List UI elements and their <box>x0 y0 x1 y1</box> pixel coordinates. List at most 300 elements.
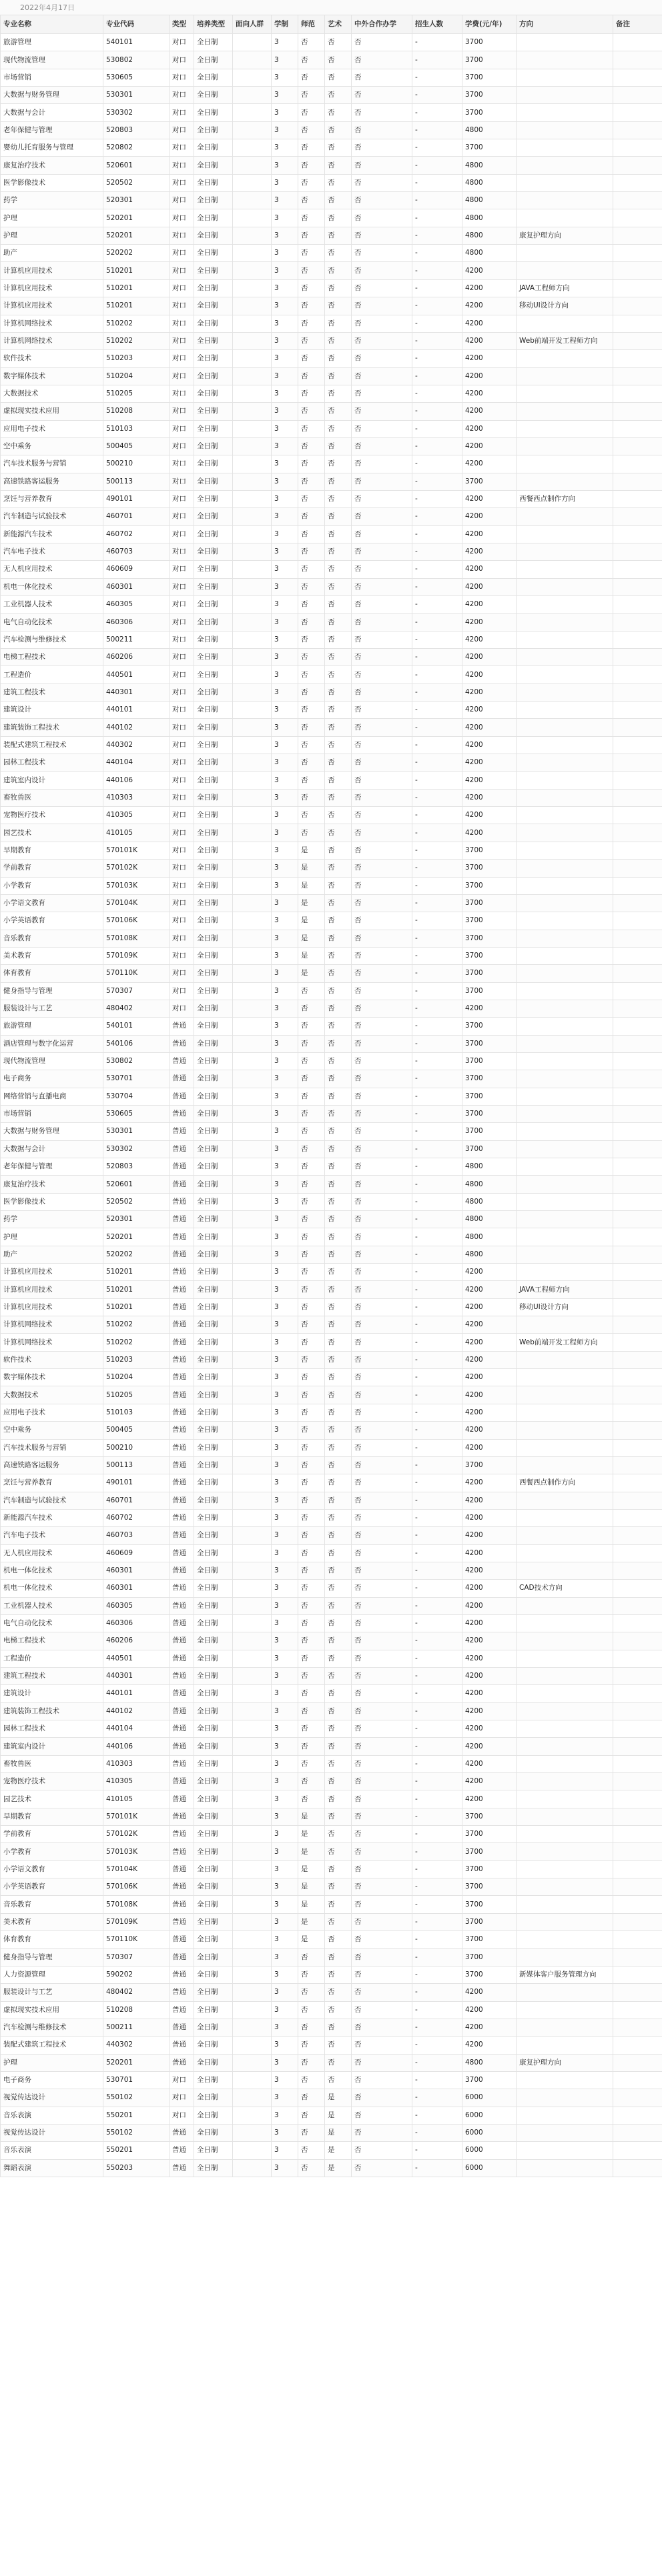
table-cell: 500113 <box>103 473 170 490</box>
table-row <box>1 1702 662 1720</box>
table-cell <box>613 2019 662 2036</box>
table-cell: 510204 <box>103 1369 170 1386</box>
table-cell: 否 <box>352 1773 412 1790</box>
table-row <box>1 1439 662 1456</box>
table-cell: 全日制 <box>194 1773 233 1790</box>
table-cell: 新能源汽车技术 <box>1 525 103 543</box>
table-cell: 对口 <box>170 824 194 842</box>
table-row <box>1 1105 662 1122</box>
table-cell <box>233 807 272 824</box>
table-cell: 4200 <box>462 1404 517 1421</box>
table-cell: 否 <box>298 1614 325 1632</box>
table-cell: 否 <box>352 649 412 666</box>
table-cell: 工业机器人技术 <box>1 1597 103 1614</box>
table-cell: 全日制 <box>194 1755 233 1772</box>
table-cell: 3 <box>272 1984 298 2001</box>
table-cell: 3700 <box>462 51 517 69</box>
table-cell: 全日制 <box>194 1509 233 1526</box>
table-cell: 否 <box>325 473 352 490</box>
table-cell <box>613 860 662 877</box>
table-cell <box>517 1667 613 1684</box>
table-cell: 4200 <box>462 772 517 789</box>
table-cell: 普通 <box>170 1562 194 1579</box>
table-cell <box>517 1492 613 1509</box>
table-cell: 全日制 <box>194 719 233 736</box>
table-cell: 是 <box>298 1878 325 1896</box>
table-cell: 否 <box>325 490 352 507</box>
table-cell: 3 <box>272 490 298 507</box>
table-cell: 全日制 <box>194 1860 233 1878</box>
table-cell: 否 <box>298 1334 325 1351</box>
table-cell: - <box>412 350 462 367</box>
table-cell <box>613 1755 662 1772</box>
table-cell <box>233 2054 272 2071</box>
table-cell: 普通 <box>170 1650 194 1667</box>
table-cell: 440104 <box>103 1720 170 1738</box>
table-cell: 否 <box>298 1298 325 1316</box>
table-row <box>1 1544 662 1562</box>
table-cell: 4200 <box>462 666 517 684</box>
table-cell: 3 <box>272 649 298 666</box>
table-row <box>1 69 662 86</box>
table-cell: 全日制 <box>194 1176 233 1193</box>
table-cell: 否 <box>352 367 412 385</box>
table-cell: 普通 <box>170 1105 194 1122</box>
table-cell <box>517 69 613 86</box>
table-cell: 3 <box>272 772 298 789</box>
table-cell: 否 <box>298 2054 325 2071</box>
table-cell <box>233 157 272 174</box>
table-cell: - <box>412 2037 462 2054</box>
table-cell: 否 <box>352 1422 412 1439</box>
table-cell <box>613 824 662 842</box>
table-row <box>1 702 662 719</box>
table-cell: 否 <box>325 982 352 1000</box>
table-cell: - <box>412 1264 462 1281</box>
table-cell <box>233 649 272 666</box>
table-cell: 520301 <box>103 192 170 209</box>
table-cell: 510103 <box>103 420 170 437</box>
table-cell: 510201 <box>103 1281 170 1298</box>
table-cell: 否 <box>298 1702 325 1720</box>
table-cell: 医学影像技术 <box>1 174 103 191</box>
table-cell <box>517 139 613 157</box>
table-cell <box>233 719 272 736</box>
table-cell: 西餐西点制作方向 <box>517 490 613 507</box>
table-cell: 否 <box>325 139 352 157</box>
table-cell: 520803 <box>103 121 170 139</box>
table-row <box>1 227 662 244</box>
table-cell: - <box>412 1386 462 1404</box>
table-cell <box>613 1931 662 1949</box>
table-cell <box>613 1334 662 1351</box>
table-cell: 对口 <box>170 894 194 912</box>
table-cell: 3 <box>272 2019 298 2036</box>
table-cell: 普通 <box>170 1966 194 1983</box>
table-cell: 否 <box>352 2071 412 2089</box>
table-cell <box>233 1614 272 1632</box>
table-cell: 否 <box>325 332 352 349</box>
table-cell: 视觉传达设计 <box>1 2124 103 2141</box>
table-cell <box>517 157 613 174</box>
table-cell <box>517 192 613 209</box>
table-cell: 否 <box>298 209 325 227</box>
table-cell: - <box>412 860 462 877</box>
table-cell: 全日制 <box>194 1580 233 1597</box>
table-cell <box>517 1931 613 1949</box>
table-cell: 普通 <box>170 1351 194 1368</box>
table-cell: 3 <box>272 1650 298 1667</box>
table-cell: - <box>412 104 462 121</box>
table-cell <box>613 666 662 684</box>
table-cell <box>233 1544 272 1562</box>
table-cell: 全日制 <box>194 1614 233 1632</box>
table-row <box>1 121 662 139</box>
table-cell: 3 <box>272 279 298 297</box>
table-cell: 康复护理方向 <box>517 2054 613 2071</box>
table-cell <box>517 649 613 666</box>
table-cell: 否 <box>352 1527 412 1544</box>
table-cell: 3 <box>272 420 298 437</box>
table-cell: 否 <box>325 385 352 402</box>
table-cell: 普通 <box>170 1773 194 1790</box>
table-cell: - <box>412 1966 462 1983</box>
table-cell: 全日制 <box>194 877 233 894</box>
table-row <box>1 1018 662 1035</box>
table-row <box>1 1790 662 1808</box>
table-cell: 否 <box>325 2071 352 2089</box>
table-cell: 学前教育 <box>1 1826 103 1843</box>
table-cell: 空中乘务 <box>1 1422 103 1439</box>
table-cell: - <box>412 1527 462 1544</box>
table-cell <box>233 1509 272 1526</box>
table-cell: 否 <box>325 87 352 104</box>
table-cell: 3 <box>272 947 298 964</box>
table-cell: 否 <box>352 1211 412 1228</box>
table-cell: 3 <box>272 1527 298 1544</box>
table-cell: 3700 <box>462 1035 517 1052</box>
table-cell <box>233 842 272 859</box>
table-cell <box>233 894 272 912</box>
table-row <box>1 1527 662 1544</box>
table-cell <box>233 1176 272 1193</box>
table-cell: 普通 <box>170 1913 194 1930</box>
table-cell <box>233 736 272 754</box>
table-cell: 3 <box>272 1562 298 1579</box>
table-cell: - <box>412 1422 462 1439</box>
table-cell <box>233 1298 272 1316</box>
table-cell <box>233 69 272 86</box>
table-cell: 否 <box>352 1369 412 1386</box>
table-cell <box>517 965 613 982</box>
table-cell: 3 <box>272 1018 298 1035</box>
table-cell: 440302 <box>103 736 170 754</box>
table-cell: 对口 <box>170 1000 194 1017</box>
table-cell: 3 <box>272 1088 298 1105</box>
table-cell: 3 <box>272 139 298 157</box>
table-cell: 否 <box>298 473 325 490</box>
table-cell: 4200 <box>462 1386 517 1404</box>
table-cell: 移动UI设计方向 <box>517 297 613 315</box>
table-cell: - <box>412 1456 462 1474</box>
table-cell: - <box>412 209 462 227</box>
table-cell: 普通 <box>170 1738 194 1755</box>
table-cell: - <box>412 332 462 349</box>
table-cell: 440104 <box>103 754 170 772</box>
table-cell: 520502 <box>103 1193 170 1210</box>
table-cell: 普通 <box>170 1369 194 1386</box>
table-cell: - <box>412 1158 462 1176</box>
table-cell <box>233 1228 272 1246</box>
table-cell: 否 <box>325 1298 352 1316</box>
table-row <box>1 1632 662 1650</box>
table-cell: 否 <box>352 702 412 719</box>
table-cell: 否 <box>352 1614 412 1632</box>
table-cell: 普通 <box>170 1667 194 1684</box>
table-cell: 对口 <box>170 332 194 349</box>
table-cell: - <box>412 420 462 437</box>
table-cell: 装配式建筑工程技术 <box>1 736 103 754</box>
table-row <box>1 403 662 420</box>
table-cell <box>613 1614 662 1632</box>
table-row <box>1 2107 662 2124</box>
table-cell: 否 <box>352 2054 412 2071</box>
table-cell <box>233 982 272 1000</box>
table-cell: 普通 <box>170 1474 194 1492</box>
table-cell: 3 <box>272 262 298 279</box>
table-cell: 全日制 <box>194 1702 233 1720</box>
table-cell: 音乐表演 <box>1 2107 103 2124</box>
table-cell: 否 <box>352 1650 412 1667</box>
table-cell: 3 <box>272 2142 298 2159</box>
table-cell: 3 <box>272 508 298 525</box>
table-row <box>1 1509 662 1526</box>
table-cell <box>613 1158 662 1176</box>
table-cell: 否 <box>298 245 325 262</box>
table-cell <box>517 1878 613 1896</box>
table-cell: 4200 <box>462 824 517 842</box>
table-cell: 3 <box>272 1790 298 1808</box>
table-cell <box>233 578 272 595</box>
table-cell: 否 <box>325 736 352 754</box>
table-cell: 对口 <box>170 702 194 719</box>
table-cell: 3700 <box>462 1913 517 1930</box>
table-row <box>1 772 662 789</box>
table-cell <box>517 1632 613 1650</box>
table-cell: 4200 <box>462 1755 517 1772</box>
table-cell: - <box>412 1913 462 1930</box>
table-cell <box>613 139 662 157</box>
table-cell <box>613 2124 662 2141</box>
table-row <box>1 1158 662 1176</box>
table-cell: 对口 <box>170 350 194 367</box>
table-cell: 500405 <box>103 1422 170 1439</box>
table-cell <box>233 2142 272 2159</box>
table-cell <box>233 1422 272 1439</box>
table-cell: 是 <box>325 2159 352 2177</box>
table-cell: 否 <box>325 1755 352 1772</box>
table-cell: 3 <box>272 227 298 244</box>
table-cell: 普通 <box>170 2019 194 2036</box>
table-cell <box>233 1386 272 1404</box>
table-cell: 4200 <box>462 719 517 736</box>
table-cell <box>613 1492 662 1509</box>
table-cell: 否 <box>298 578 325 595</box>
table-cell: 对口 <box>170 473 194 490</box>
table-cell: 对口 <box>170 87 194 104</box>
table-cell: 计算机应用技术 <box>1 1281 103 1298</box>
table-cell: 否 <box>352 1123 412 1140</box>
table-row <box>1 367 662 385</box>
table-cell <box>613 2054 662 2071</box>
table-row <box>1 2071 662 2089</box>
table-cell: 4200 <box>462 543 517 560</box>
table-cell <box>233 613 272 631</box>
table-cell: 否 <box>325 1105 352 1122</box>
table-row <box>1 1896 662 1913</box>
table-cell: 510203 <box>103 1351 170 1368</box>
column-header: 中外合作办学 <box>352 15 412 34</box>
table-cell: 否 <box>325 1088 352 1105</box>
table-cell: 否 <box>325 1632 352 1650</box>
table-cell <box>233 385 272 402</box>
table-cell: 否 <box>352 824 412 842</box>
table-cell: 是 <box>298 1896 325 1913</box>
table-cell: 全日制 <box>194 385 233 402</box>
table-cell: 否 <box>352 508 412 525</box>
table-cell: - <box>412 139 462 157</box>
table-cell: 否 <box>325 1228 352 1246</box>
table-cell: 520202 <box>103 1246 170 1263</box>
table-cell: 否 <box>325 631 352 648</box>
table-cell <box>613 1422 662 1439</box>
table-cell <box>517 1105 613 1122</box>
table-cell: 否 <box>352 1264 412 1281</box>
table-cell: 3 <box>272 2001 298 2019</box>
table-cell: 4200 <box>462 1527 517 1544</box>
table-cell: - <box>412 227 462 244</box>
table-row <box>1 350 662 367</box>
table-cell: 无人机应用技术 <box>1 561 103 578</box>
table-cell: 否 <box>352 719 412 736</box>
table-cell: 是 <box>325 2124 352 2141</box>
table-cell: 否 <box>325 543 352 560</box>
top-note: 2022年4月17日 <box>20 3 75 12</box>
table-cell <box>613 1562 662 1579</box>
table-cell: 440101 <box>103 1685 170 1702</box>
table-cell: 大数据技术 <box>1 1386 103 1404</box>
table-cell <box>613 508 662 525</box>
table-cell: 3 <box>272 1474 298 1492</box>
table-row <box>1 139 662 157</box>
table-cell: 3 <box>272 1913 298 1930</box>
table-cell: 人力资源管理 <box>1 1966 103 1983</box>
table-cell: 否 <box>298 508 325 525</box>
table-cell: 康复治疗技术 <box>1 1176 103 1193</box>
table-cell <box>613 1088 662 1105</box>
table-cell: 3 <box>272 1140 298 1158</box>
table-cell: 对口 <box>170 209 194 227</box>
table-cell <box>233 51 272 69</box>
table-cell: - <box>412 455 462 473</box>
table-cell <box>233 315 272 332</box>
table-cell: - <box>412 1000 462 1017</box>
table-cell: 全日制 <box>194 1456 233 1474</box>
table-cell: 6000 <box>462 2159 517 2177</box>
table-cell: 3 <box>272 1878 298 1896</box>
table-cell: 老年保健与管理 <box>1 121 103 139</box>
table-cell: 否 <box>298 1193 325 1210</box>
table-cell: 建筑装饰工程技术 <box>1 719 103 736</box>
table-cell: 否 <box>298 807 325 824</box>
table-cell: 否 <box>325 1527 352 1544</box>
table-cell: 普通 <box>170 1931 194 1949</box>
table-row <box>1 1826 662 1843</box>
table-cell <box>233 1018 272 1035</box>
table-cell: 普通 <box>170 1316 194 1334</box>
table-cell: 4200 <box>462 1790 517 1808</box>
table-cell: 3 <box>272 1193 298 1210</box>
table-cell: 500211 <box>103 631 170 648</box>
table-cell: 健身指导与管理 <box>1 982 103 1000</box>
table-cell <box>517 578 613 595</box>
table-cell: 全日制 <box>194 227 233 244</box>
column-header: 方向 <box>517 15 613 34</box>
table-cell: - <box>412 561 462 578</box>
table-cell: 否 <box>298 613 325 631</box>
table-cell: 4200 <box>462 754 517 772</box>
table-cell: 普通 <box>170 1808 194 1825</box>
table-cell: 否 <box>352 490 412 507</box>
table-cell: 570109K <box>103 947 170 964</box>
table-cell: 建筑室内设计 <box>1 1738 103 1755</box>
table-cell <box>517 1685 613 1702</box>
table-cell: 是 <box>298 930 325 947</box>
table-cell: 否 <box>298 631 325 648</box>
table-cell: 对口 <box>170 543 194 560</box>
table-cell <box>517 1527 613 1544</box>
table-cell: 全日制 <box>194 403 233 420</box>
table-cell: 普通 <box>170 2037 194 2054</box>
table-cell: 否 <box>325 1773 352 1790</box>
table-cell: 3700 <box>462 842 517 859</box>
table-cell: 对口 <box>170 420 194 437</box>
table-cell: 否 <box>325 894 352 912</box>
table-cell: 460306 <box>103 613 170 631</box>
table-cell: 全日制 <box>194 1351 233 1368</box>
table-cell: 500113 <box>103 1456 170 1474</box>
table-cell: 440102 <box>103 1702 170 1720</box>
table-cell <box>613 578 662 595</box>
table-cell: - <box>412 894 462 912</box>
table-row <box>1 279 662 297</box>
table-cell <box>613 1509 662 1526</box>
table-cell: 全日制 <box>194 1984 233 2001</box>
table-cell: 否 <box>298 1949 325 1966</box>
table-cell: - <box>412 473 462 490</box>
table-cell <box>517 262 613 279</box>
table-cell: 康复治疗技术 <box>1 157 103 174</box>
table-cell <box>613 1790 662 1808</box>
table-cell: 否 <box>298 1720 325 1738</box>
table-cell: 510202 <box>103 1334 170 1351</box>
table-cell: 否 <box>298 1070 325 1088</box>
table-row <box>1 192 662 209</box>
table-cell: 否 <box>325 789 352 806</box>
table-cell <box>613 69 662 86</box>
table-cell: 否 <box>325 1949 352 1966</box>
table-cell: 否 <box>298 1790 325 1808</box>
